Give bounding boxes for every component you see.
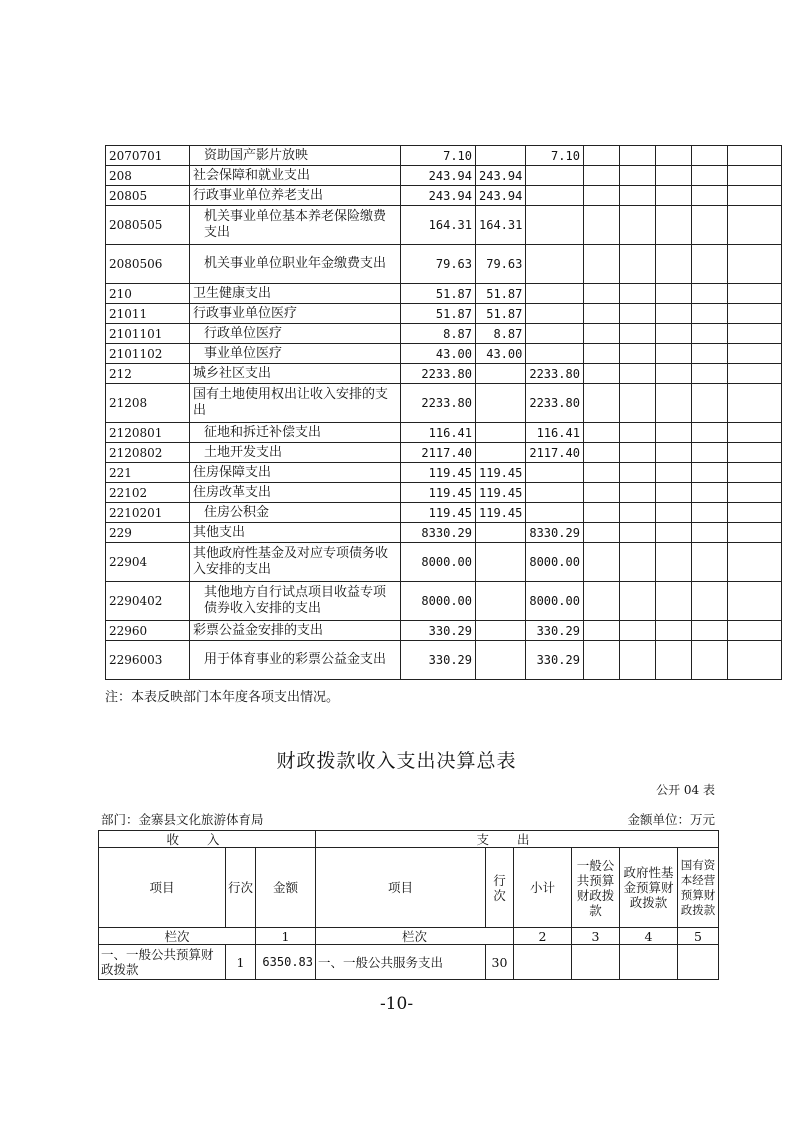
subject-code: 2070701	[106, 146, 190, 166]
empty-cell	[655, 543, 691, 582]
empty-cell	[655, 166, 691, 186]
subject-code: 2296003	[106, 641, 190, 680]
project-expenditure	[526, 166, 584, 186]
empty-cell	[727, 324, 781, 344]
empty-cell	[655, 641, 691, 680]
empty-cell	[583, 641, 619, 680]
empty-cell	[583, 523, 619, 543]
empty-cell	[583, 582, 619, 621]
expense-fund	[620, 945, 678, 980]
basic-expenditure: 119.45	[476, 483, 526, 503]
empty-cell	[727, 166, 781, 186]
subject-name: 用于体育事业的彩票公益金支出	[190, 641, 401, 680]
total-amount: 164.31	[401, 206, 476, 245]
subject-name: 住房保障支出	[190, 463, 401, 483]
empty-cell	[727, 543, 781, 582]
basic-expenditure	[476, 384, 526, 423]
header-income-item: 项目	[99, 848, 226, 928]
empty-cell	[691, 483, 727, 503]
subject-name: 事业单位医疗	[190, 344, 401, 364]
project-expenditure	[526, 245, 584, 284]
empty-cell	[691, 443, 727, 463]
table-row	[106, 364, 782, 384]
income-row-no: 1	[226, 945, 256, 980]
subject-name: 机关事业单位基本养老保险缴费支出	[190, 206, 401, 245]
subject-code: 212	[106, 364, 190, 384]
table-row	[106, 186, 782, 206]
empty-cell	[619, 483, 655, 503]
expense-general	[572, 945, 620, 980]
subject-code: 210	[106, 284, 190, 304]
total-amount: 8330.29	[401, 523, 476, 543]
project-expenditure: 8000.00	[526, 543, 584, 582]
empty-cell	[655, 186, 691, 206]
total-amount: 2117.40	[401, 443, 476, 463]
header-income-amount: 金额	[256, 848, 316, 928]
table-row	[106, 621, 782, 641]
empty-cell	[727, 621, 781, 641]
col-number-1: 1	[256, 928, 316, 945]
total-amount: 8000.00	[401, 543, 476, 582]
total-amount: 2233.80	[401, 364, 476, 384]
basic-expenditure	[476, 443, 526, 463]
empty-cell	[691, 582, 727, 621]
empty-cell	[655, 423, 691, 443]
income-item: 一、一般公共预算财政拨款	[99, 945, 226, 980]
empty-cell	[583, 621, 619, 641]
basic-expenditure	[476, 523, 526, 543]
income-amount: 6350.83	[256, 945, 316, 980]
subject-code: 20805	[106, 186, 190, 206]
empty-cell	[583, 206, 619, 245]
empty-cell	[691, 364, 727, 384]
empty-cell	[583, 245, 619, 284]
empty-cell	[619, 146, 655, 166]
subject-name: 国有土地使用权出让收入安排的支出	[190, 384, 401, 423]
subject-code: 2080506	[106, 245, 190, 284]
empty-cell	[727, 443, 781, 463]
project-expenditure: 2117.40	[526, 443, 584, 463]
subject-name: 彩票公益金安排的支出	[190, 621, 401, 641]
empty-cell	[655, 621, 691, 641]
subject-code: 221	[106, 463, 190, 483]
table-note: 注：本表反映部门本年度各项支出情况。	[105, 690, 340, 705]
subject-name: 土地开发支出	[190, 443, 401, 463]
col-label-expense: 栏次	[316, 928, 514, 945]
basic-expenditure: 119.45	[476, 463, 526, 483]
table-row	[106, 245, 782, 284]
empty-cell	[655, 364, 691, 384]
empty-cell	[655, 384, 691, 423]
table-row	[106, 641, 782, 680]
total-amount: 330.29	[401, 621, 476, 641]
table-row	[106, 324, 782, 344]
subject-code: 2080505	[106, 206, 190, 245]
empty-cell	[619, 543, 655, 582]
project-expenditure	[526, 206, 584, 245]
empty-cell	[655, 245, 691, 284]
empty-cell	[727, 384, 781, 423]
subject-code: 2290402	[106, 582, 190, 621]
empty-cell	[583, 344, 619, 364]
empty-cell	[583, 543, 619, 582]
empty-cell	[691, 384, 727, 423]
empty-cell	[727, 186, 781, 206]
col-number-4: 4	[620, 928, 678, 945]
subject-name: 机关事业单位职业年金缴费支出	[190, 245, 401, 284]
subject-name: 行政单位医疗	[190, 324, 401, 344]
total-amount: 79.63	[401, 245, 476, 284]
public-form-number: 公开 04 表	[656, 783, 715, 797]
basic-expenditure	[476, 146, 526, 166]
empty-cell	[691, 284, 727, 304]
total-amount: 243.94	[401, 166, 476, 186]
empty-cell	[655, 483, 691, 503]
fiscal-summary-table	[98, 830, 719, 980]
empty-cell	[619, 166, 655, 186]
subject-code: 2120801	[106, 423, 190, 443]
project-expenditure	[526, 304, 584, 324]
empty-cell	[727, 284, 781, 304]
total-amount: 119.45	[401, 503, 476, 523]
basic-expenditure: 243.94	[476, 186, 526, 206]
expense-capital	[678, 945, 719, 980]
table-row	[106, 463, 782, 483]
header-general-budget: 一般公共预算财政拨款	[572, 848, 620, 928]
total-amount: 8000.00	[401, 582, 476, 621]
empty-cell	[583, 463, 619, 483]
empty-cell	[583, 304, 619, 324]
total-amount: 43.00	[401, 344, 476, 364]
empty-cell	[691, 324, 727, 344]
empty-cell	[691, 503, 727, 523]
basic-expenditure: 51.87	[476, 304, 526, 324]
empty-cell	[727, 245, 781, 284]
empty-cell	[619, 384, 655, 423]
empty-cell	[655, 523, 691, 543]
subject-code: 21011	[106, 304, 190, 324]
basic-expenditure	[476, 364, 526, 384]
empty-cell	[691, 621, 727, 641]
subject-name: 其他地方自行试点项目收益专项债券收入安排的支出	[190, 582, 401, 621]
empty-cell	[691, 543, 727, 582]
empty-cell	[619, 621, 655, 641]
subject-name: 住房改革支出	[190, 483, 401, 503]
basic-expenditure: 51.87	[476, 284, 526, 304]
subject-code: 2101101	[106, 324, 190, 344]
subject-code: 208	[106, 166, 190, 186]
subject-name: 住房公积金	[190, 503, 401, 523]
total-amount: 51.87	[401, 304, 476, 324]
empty-cell	[727, 582, 781, 621]
empty-cell	[691, 166, 727, 186]
table-row	[106, 146, 782, 166]
empty-cell	[655, 304, 691, 324]
empty-cell	[655, 146, 691, 166]
subject-name: 资助国产影片放映	[190, 146, 401, 166]
table-row	[106, 443, 782, 463]
empty-cell	[691, 463, 727, 483]
empty-cell	[583, 384, 619, 423]
empty-cell	[655, 463, 691, 483]
project-expenditure	[526, 324, 584, 344]
basic-expenditure: 119.45	[476, 503, 526, 523]
empty-cell	[691, 641, 727, 680]
header-subtotal: 小计	[514, 848, 572, 928]
table-row	[106, 166, 782, 186]
project-expenditure	[526, 463, 584, 483]
subject-code: 2101102	[106, 344, 190, 364]
empty-cell	[727, 503, 781, 523]
project-expenditure: 330.29	[526, 621, 584, 641]
expenditure-table-body	[106, 146, 782, 680]
empty-cell	[655, 443, 691, 463]
total-amount: 119.45	[401, 463, 476, 483]
empty-cell	[619, 206, 655, 245]
subject-name: 其他政府性基金及对应专项债务收入安排的支出	[190, 543, 401, 582]
subject-code: 2210201	[106, 503, 190, 523]
subject-name: 其他支出	[190, 523, 401, 543]
col-number-3: 3	[572, 928, 620, 945]
header-state-capital: 国有资本经营预算财政拨款	[678, 848, 719, 928]
basic-expenditure	[476, 641, 526, 680]
subject-name: 行政事业单位医疗	[190, 304, 401, 324]
empty-cell	[691, 523, 727, 543]
table-row	[106, 284, 782, 304]
subject-name: 社会保障和就业支出	[190, 166, 401, 186]
empty-cell	[619, 364, 655, 384]
subject-code: 229	[106, 523, 190, 543]
empty-cell	[619, 443, 655, 463]
empty-cell	[583, 284, 619, 304]
empty-cell	[691, 186, 727, 206]
total-amount: 2233.80	[401, 384, 476, 423]
expense-item: 一、一般公共服务支出	[316, 945, 486, 980]
empty-cell	[619, 523, 655, 543]
header-expense-row-no: 行次	[486, 848, 514, 928]
col-label-income: 栏次	[99, 928, 256, 945]
basic-expenditure: 43.00	[476, 344, 526, 364]
empty-cell	[655, 344, 691, 364]
empty-cell	[691, 304, 727, 324]
project-expenditure: 8330.29	[526, 523, 584, 543]
empty-cell	[619, 463, 655, 483]
empty-cell	[619, 582, 655, 621]
header-expense-item: 项目	[316, 848, 486, 928]
total-amount: 330.29	[401, 641, 476, 680]
project-expenditure	[526, 503, 584, 523]
empty-cell	[583, 423, 619, 443]
expense-subtotal	[514, 945, 572, 980]
basic-expenditure	[476, 621, 526, 641]
subject-name: 城乡社区支出	[190, 364, 401, 384]
col-number-2: 2	[514, 928, 572, 945]
table-row	[106, 503, 782, 523]
table-row	[106, 483, 782, 503]
empty-cell	[619, 284, 655, 304]
basic-expenditure: 79.63	[476, 245, 526, 284]
project-expenditure: 116.41	[526, 423, 584, 443]
empty-cell	[691, 423, 727, 443]
project-expenditure	[526, 284, 584, 304]
subject-code: 22102	[106, 483, 190, 503]
empty-cell	[727, 423, 781, 443]
subject-name: 征地和拆迁补偿支出	[190, 423, 401, 443]
empty-cell	[583, 364, 619, 384]
empty-cell	[619, 304, 655, 324]
expense-row-no: 30	[486, 945, 514, 980]
table-row	[106, 523, 782, 543]
empty-cell	[583, 146, 619, 166]
empty-cell	[583, 483, 619, 503]
empty-cell	[583, 324, 619, 344]
empty-cell	[583, 186, 619, 206]
empty-cell	[691, 146, 727, 166]
empty-cell	[619, 423, 655, 443]
department-label: 部门：金寨县文化旅游体育局	[101, 812, 264, 827]
empty-cell	[655, 284, 691, 304]
subject-code: 22960	[106, 621, 190, 641]
header-income-row-no: 行次	[226, 848, 256, 928]
total-amount: 8.87	[401, 324, 476, 344]
income-section-header: 收入	[99, 831, 316, 848]
table-row	[106, 206, 782, 245]
total-amount: 51.87	[401, 284, 476, 304]
project-expenditure: 7.10	[526, 146, 584, 166]
empty-cell	[727, 463, 781, 483]
empty-cell	[727, 523, 781, 543]
empty-cell	[619, 186, 655, 206]
expenditure-table	[105, 145, 782, 680]
expense-section-header: 支出	[316, 831, 719, 848]
empty-cell	[583, 166, 619, 186]
empty-cell	[655, 324, 691, 344]
project-expenditure	[526, 344, 584, 364]
subject-name: 行政事业单位养老支出	[190, 186, 401, 206]
project-expenditure	[526, 186, 584, 206]
empty-cell	[619, 503, 655, 523]
project-expenditure: 330.29	[526, 641, 584, 680]
header-gov-fund: 政府性基金预算财政拨款	[620, 848, 678, 928]
table-row	[99, 945, 719, 980]
total-amount: 116.41	[401, 423, 476, 443]
empty-cell	[691, 344, 727, 364]
empty-cell	[655, 582, 691, 621]
empty-cell	[583, 443, 619, 463]
table-row	[106, 582, 782, 621]
empty-cell	[619, 344, 655, 364]
empty-cell	[727, 344, 781, 364]
basic-expenditure: 164.31	[476, 206, 526, 245]
empty-cell	[619, 245, 655, 284]
table-row	[106, 344, 782, 364]
page-number: -10-	[379, 994, 414, 1014]
table-row	[106, 304, 782, 324]
empty-cell	[727, 146, 781, 166]
subject-code: 21208	[106, 384, 190, 423]
empty-cell	[727, 641, 781, 680]
empty-cell	[619, 324, 655, 344]
table-row	[106, 384, 782, 423]
basic-expenditure	[476, 543, 526, 582]
project-expenditure: 2233.80	[526, 384, 584, 423]
empty-cell	[691, 245, 727, 284]
basic-expenditure	[476, 582, 526, 621]
project-expenditure: 8000.00	[526, 582, 584, 621]
empty-cell	[655, 503, 691, 523]
empty-cell	[727, 206, 781, 245]
subject-code: 2120802	[106, 443, 190, 463]
empty-cell	[727, 304, 781, 324]
empty-cell	[619, 641, 655, 680]
subject-code: 22904	[106, 543, 190, 582]
table-title: 财政拨款收入支出决算总表	[276, 750, 517, 772]
project-expenditure: 2233.80	[526, 364, 584, 384]
amount-unit-label: 金额单位：万元	[627, 812, 715, 827]
empty-cell	[655, 206, 691, 245]
total-amount: 7.10	[401, 146, 476, 166]
basic-expenditure	[476, 423, 526, 443]
table-row	[106, 423, 782, 443]
empty-cell	[727, 364, 781, 384]
basic-expenditure: 243.94	[476, 166, 526, 186]
empty-cell	[727, 483, 781, 503]
col-number-5: 5	[678, 928, 719, 945]
basic-expenditure: 8.87	[476, 324, 526, 344]
total-amount: 119.45	[401, 483, 476, 503]
empty-cell	[583, 503, 619, 523]
subject-name: 卫生健康支出	[190, 284, 401, 304]
table-row	[106, 543, 782, 582]
total-amount: 243.94	[401, 186, 476, 206]
empty-cell	[691, 206, 727, 245]
project-expenditure	[526, 483, 584, 503]
